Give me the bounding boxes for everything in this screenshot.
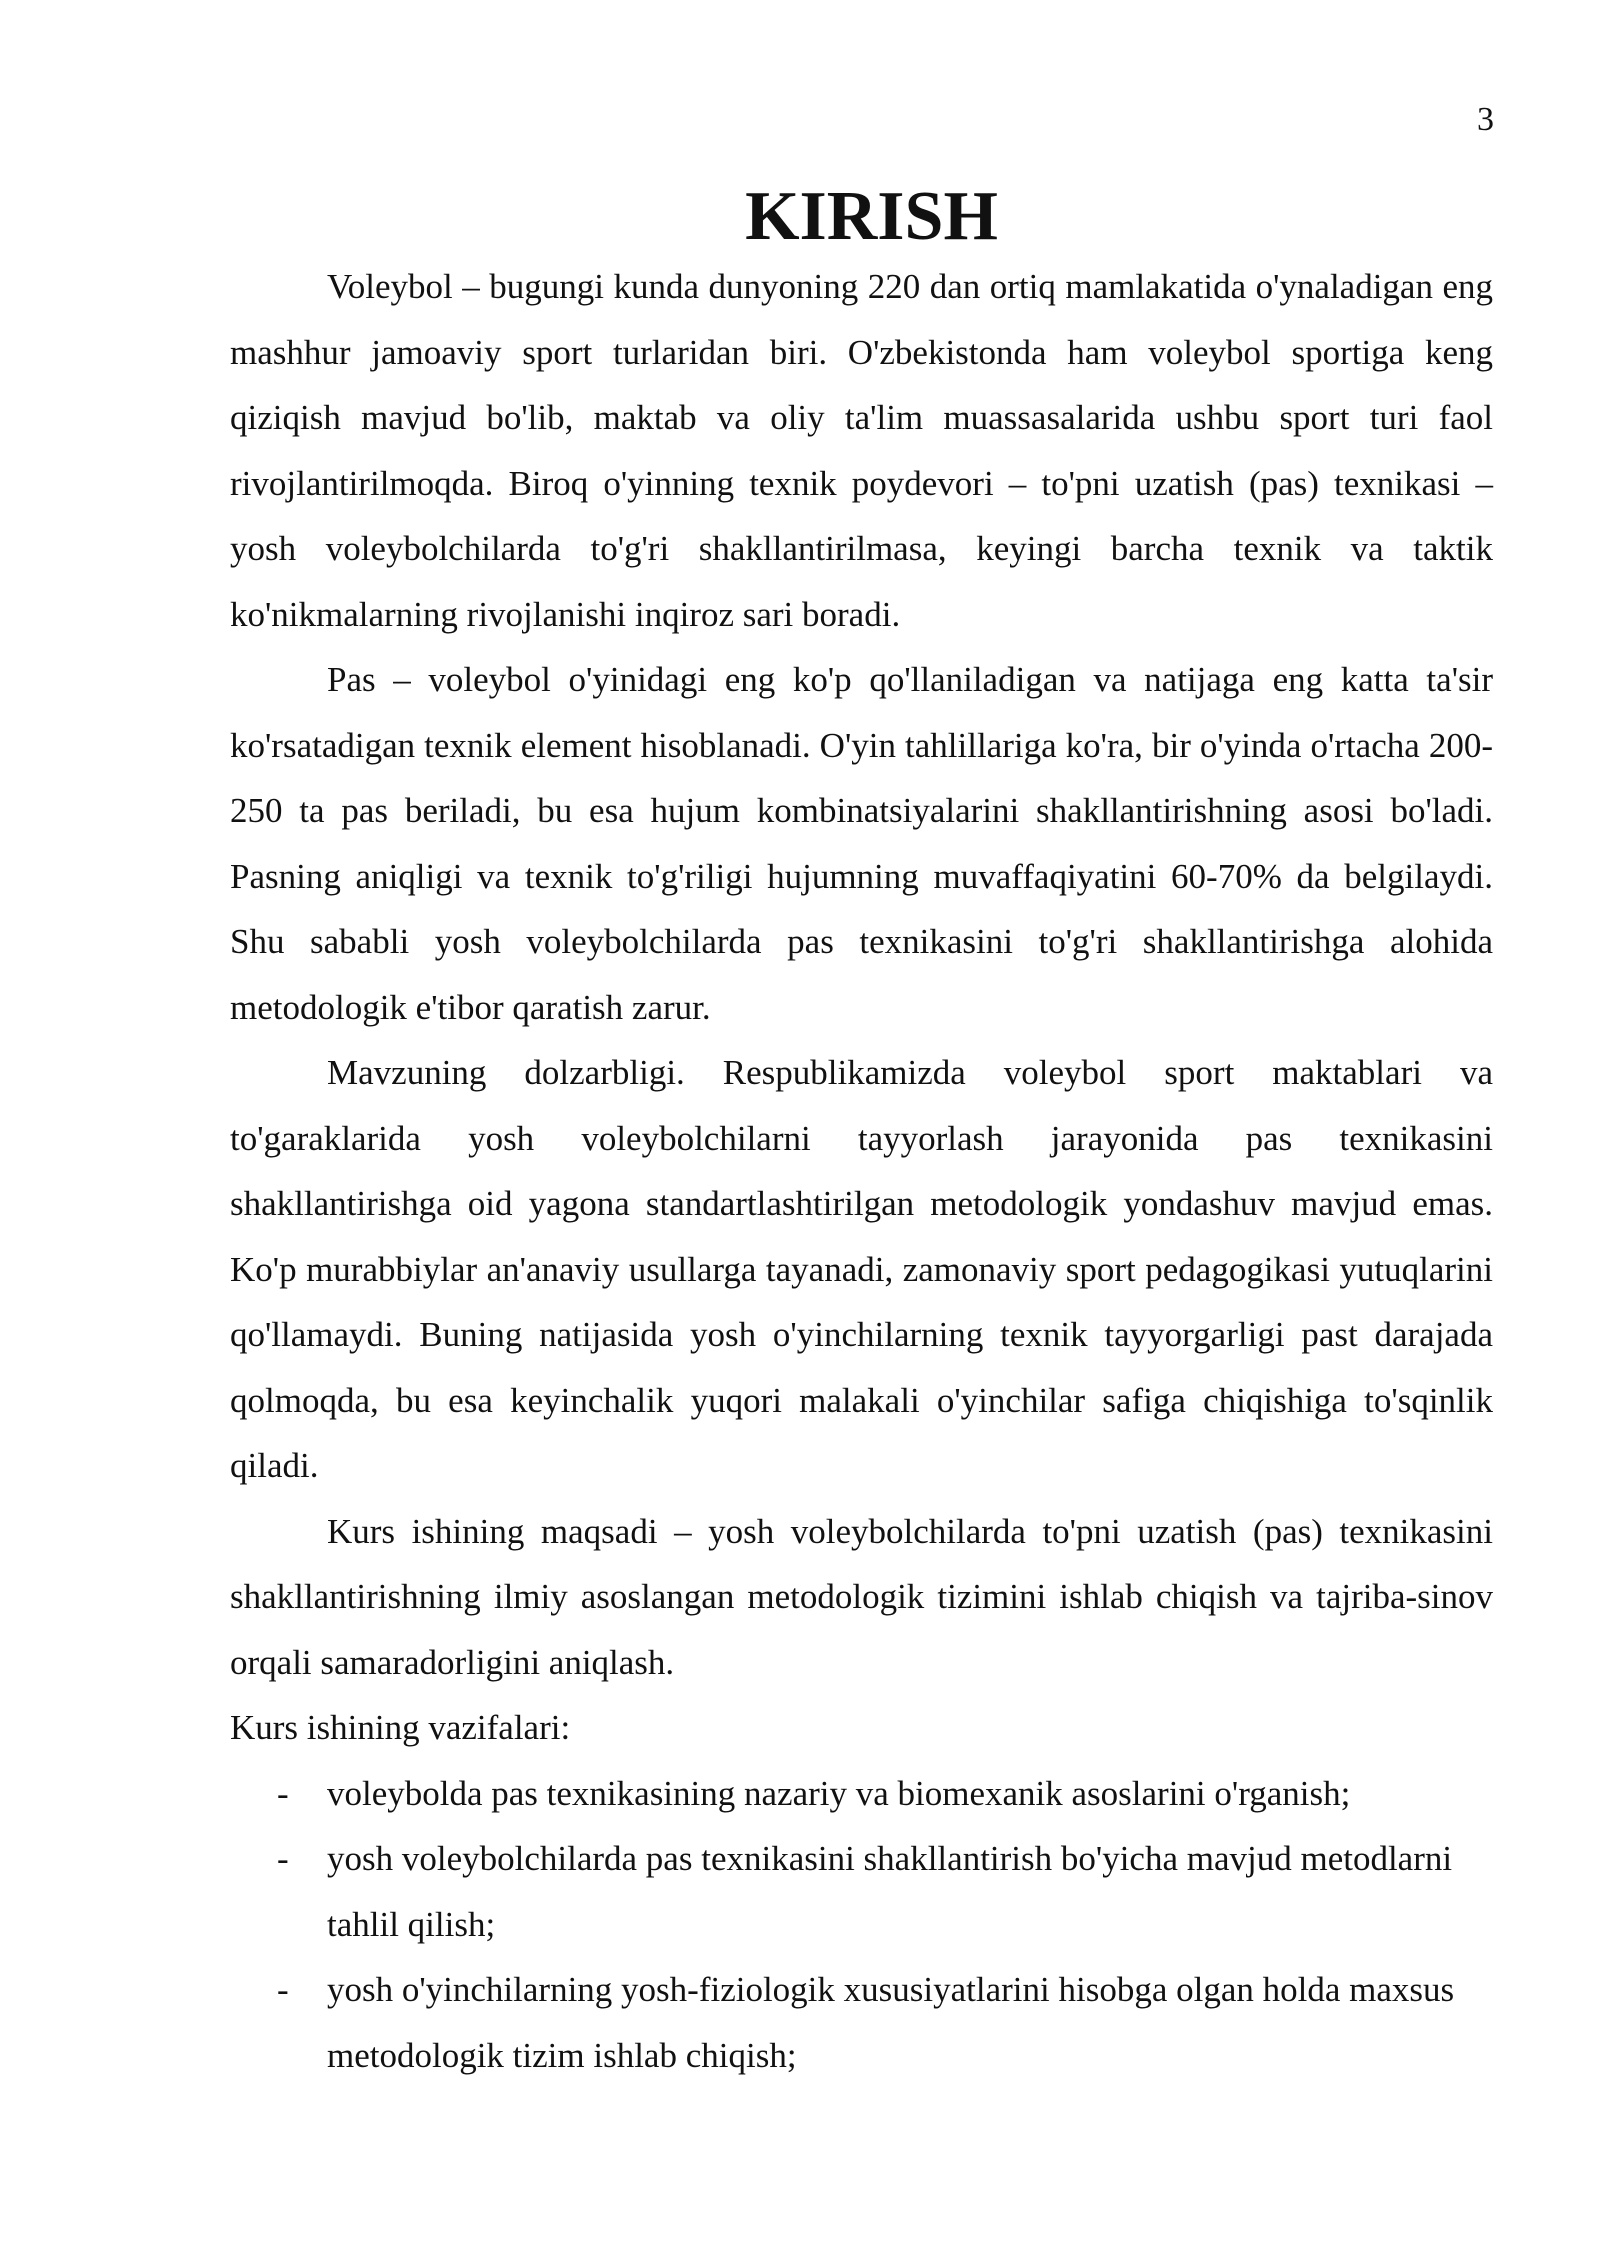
document-body <box>230 178 1493 2088</box>
paragraph-relevance: Mavzuning dolzarbligi. Respublikamizda voleybol sport maktablari va to'garaklarida yosh voleybolchilarni tayyorlash jarayonida pas texnikasini shakllantirishga oid yagona standartlashtirilgan metodologik yondashuv mavjud emas. Ko'p murabbiylar an'anaviy usullarga tayanadi, zamonaviy sport pedagogikasi yutuqlarini qo'llamaydi. Buning natijasida yosh o'yinchilarning texnik tayyorgarligi past darajada qolmoqda, bu esa keyinchalik yuqori malakali o'yinchilar safiga chiqishiga to'sqinlik qiladi. <box>230 1053 1493 1485</box>
list-item <box>230 1761 1493 1827</box>
list-bullet: - <box>277 1839 289 1878</box>
list-item-text: voleybolda pas texnikasining nazariy va biomexanik asoslarini o'rganish; <box>327 1773 1351 1813</box>
tasks-list <box>230 1761 1493 2089</box>
list-bullet: - <box>277 1773 289 1813</box>
page-number: 3 <box>1477 101 1494 138</box>
section-title: KIRISH <box>745 178 998 255</box>
list-item-text: yosh o'yinchilarning yosh-fiziologik xususiyatlarini hisobga olgan holda maxsus metodologik tizim ishlab chiqish; <box>327 1970 1455 2075</box>
paragraph-pass-importance: Pas – voleybol o'yinidagi eng ko'p qo'llaniladigan va natijaga eng katta ta'sir ko'rsatadigan texnik element hisoblanadi. O'yin tahlillariga ko'ra, bir o'yinda o'rtacha 200-250 ta pas beriladi, bu esa hujum kombinatsiyalarini shakllantirishning asosi bo'ladi. Pasning aniqligi va texnik to'g'riligi hujumning muvaffaqiyatini 60-70% da belgilaydi. Shu sababli yosh voleybolchilarda pas texnikasini to'g'ri shakllantirishga alohida metodologik e'tibor qaratish zarur. <box>230 660 1493 1027</box>
list-item <box>230 1826 1493 1957</box>
paragraph-goal: Kurs ishining maqsadi – yosh voleybolchilarda to'pni uzatish (pas) texnikasini shakllantirishning ilmiy asoslangan metodologik tizimini ishlab chiqish va tajriba-sinov orqali samaradorligini aniqlash. <box>230 1511 1493 1682</box>
paragraph-intro: Voleybol – bugungi kunda dunyoning 220 dan ortiq mamlakatida o'ynaladigan eng mashhur jamoaviy sport turlaridan biri. O'zbekistonda ham voleybol sportiga keng qiziqish mavjud bo'lib, maktab va oliy ta'lim muassasalarida ushbu sport turi faol rivojlantirilmoqda. Biroq o'yinning texnik poydevori – to'pni uzatish (pas) texnikasi – yosh voleybolchilarda to'g'ri shakllantirilmasa, keyingi barcha texnik va taktik ko'nikmalarning rivojlanishi inqiroz sari boradi. <box>230 267 1493 634</box>
list-item-text: yosh voleybolchilarda pas texnikasini shakllantirish bo'yicha mavjud metodlarni tahlil qilish; <box>327 1839 1453 1944</box>
list-bullet: - <box>277 1970 289 2009</box>
list-item <box>230 1957 1493 2088</box>
tasks-heading: Kurs ishining vazifalari: <box>230 1708 571 1747</box>
